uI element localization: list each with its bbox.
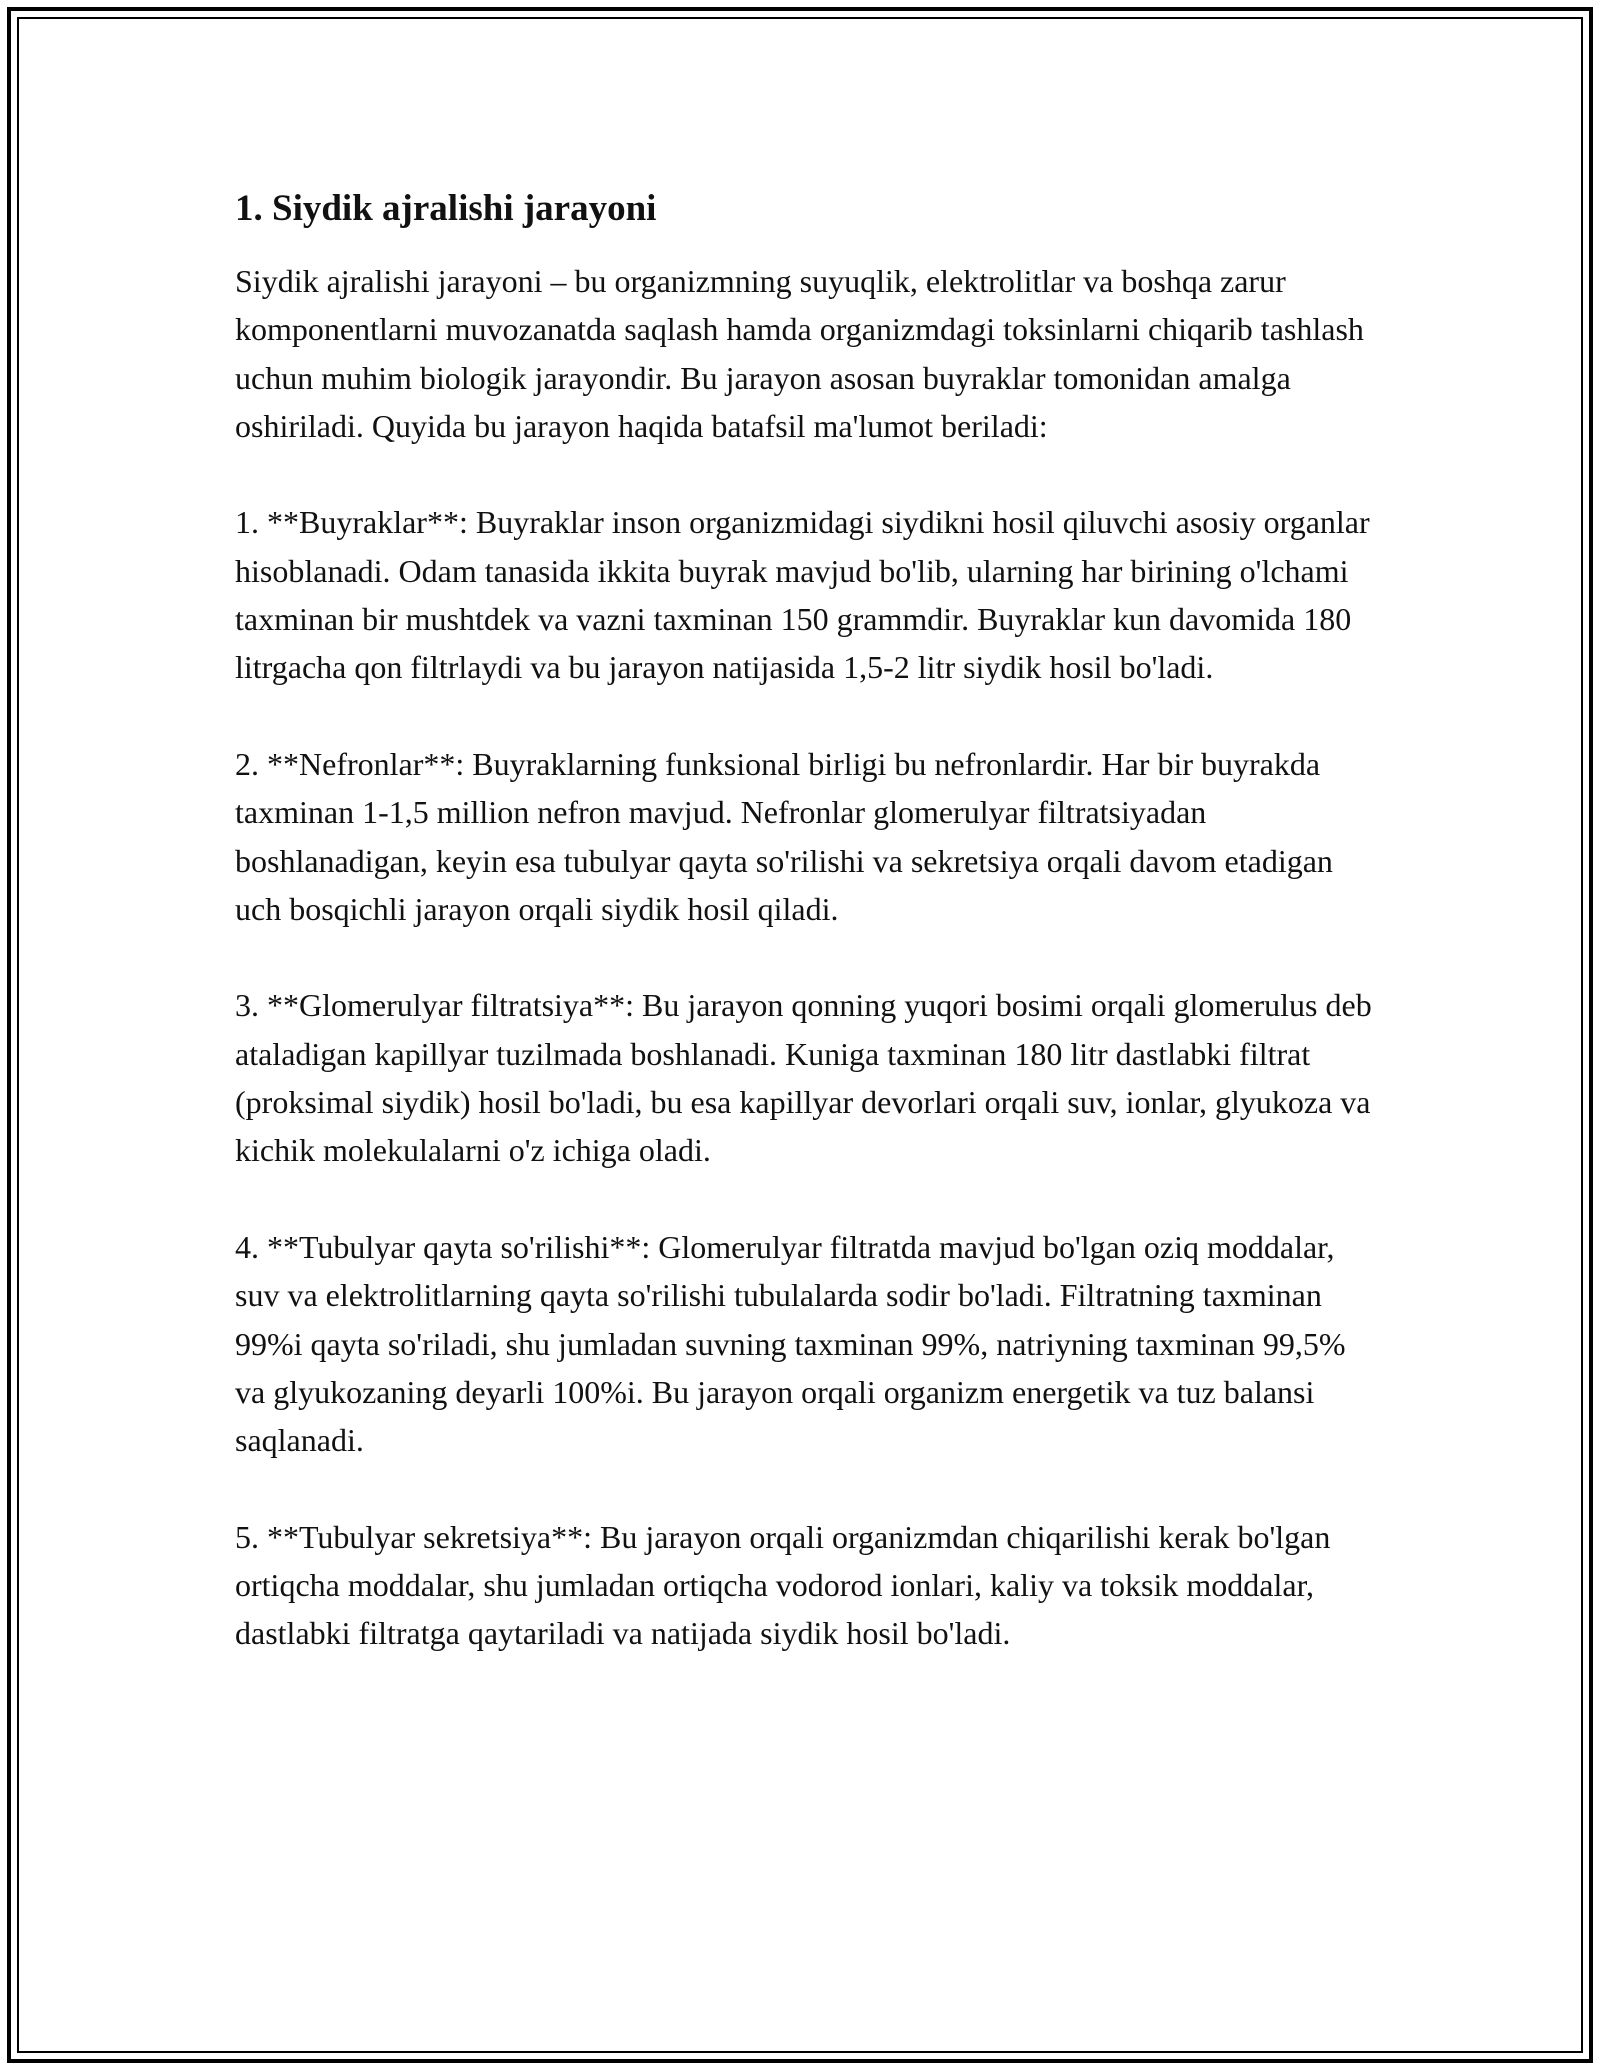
section-buyraklar: 1. **Buyraklar**: Buyraklar inson organizmidagi siydikni hosil qiluvchi asosiy organlar hisoblanadi. Odam tanasida ikkita buyrak mavjud bo'lib, ularning har birining o'lchami taxminan bir mushtdek va vazni taxminan 150 grammdir. Buyraklar kun davomida 180 litrgacha qon filtrlaydi va bu jarayon natijasida 1,5-2 litr siydik hosil bo'ladi. — [235, 504, 1370, 686]
section-tubulyar-qayta-sorilishi: 4. **Tubulyar qayta so'rilishi**: Glomerulyar filtratda mavjud bo'lgan oziq moddalar, suv va elektrolitlarning qayta so'rilishi tubulalarda sodir bo'ladi. Filtratning taxminan 99%i qayta so'riladi, shu jumladan suvning taxminan 99%, natriyning taxminan 99,5% va glyukozaning deyarli 100%i. Bu jarayon orqali organizm energetik va tuz balansi saqlanadi. — [235, 1228, 1346, 1459]
document-body — [235, 185, 1375, 1706]
document-title: 1. Siydik ajralishi jarayoni — [235, 188, 657, 229]
intro-paragraph: Siydik ajralishi jarayoni – bu organizmning suyuqlik, elektrolitlar va boshqa zarur komponentlarni muvozanatda saqlash hamda organizmdagi toksinlarni chiqarib tashlash uchun muhim biologik jarayondir. Bu jarayon asosan buyraklar tomonidan amalga oshiriladi. Quyida bu jarayon haqida batafsil ma'lumot beriladi: — [235, 263, 1364, 444]
section-tubulyar-sekretsiya: 5. **Tubulyar sekretsiya**: Bu jarayon orqali organizmdan chiqarilishi kerak bo'lgan ortiqcha moddalar, shu jumladan ortiqcha vodorod ionlari, kaliy va toksik moddalar, dastlabki filtratga qaytariladi va natijada siydik hosil bo'ladi. — [235, 1518, 1331, 1652]
section-nefronlar: 2. **Nefronlar**: Buyraklarning funksional birligi bu nefronlardir. Har bir buyrakda taxminan 1-1,5 million nefron mavjud. Nefronlar glomerulyar filtratsiyadan boshlanadigan, keyin esa tubulyar qayta so'rilishi va sekretsiya orqali davom etadigan uch bosqichli jarayon orqali siydik hosil qiladi. — [235, 745, 1333, 927]
section-glomerulyar-filtratsiya: 3. **Glomerulyar filtratsiya**: Bu jarayon qonning yuqori bosimi orqali glomerulus deb ataladigan kapillyar tuzilmada boshlanadi. Kuniga taxminan 180 litr dastlabki filtrat (proksimal siydik) hosil bo'ladi, bu esa kapillyar devorlari orqali suv, ionlar, glyukoza va kichik molekulalarni o'z ichiga oladi. — [235, 987, 1372, 1169]
